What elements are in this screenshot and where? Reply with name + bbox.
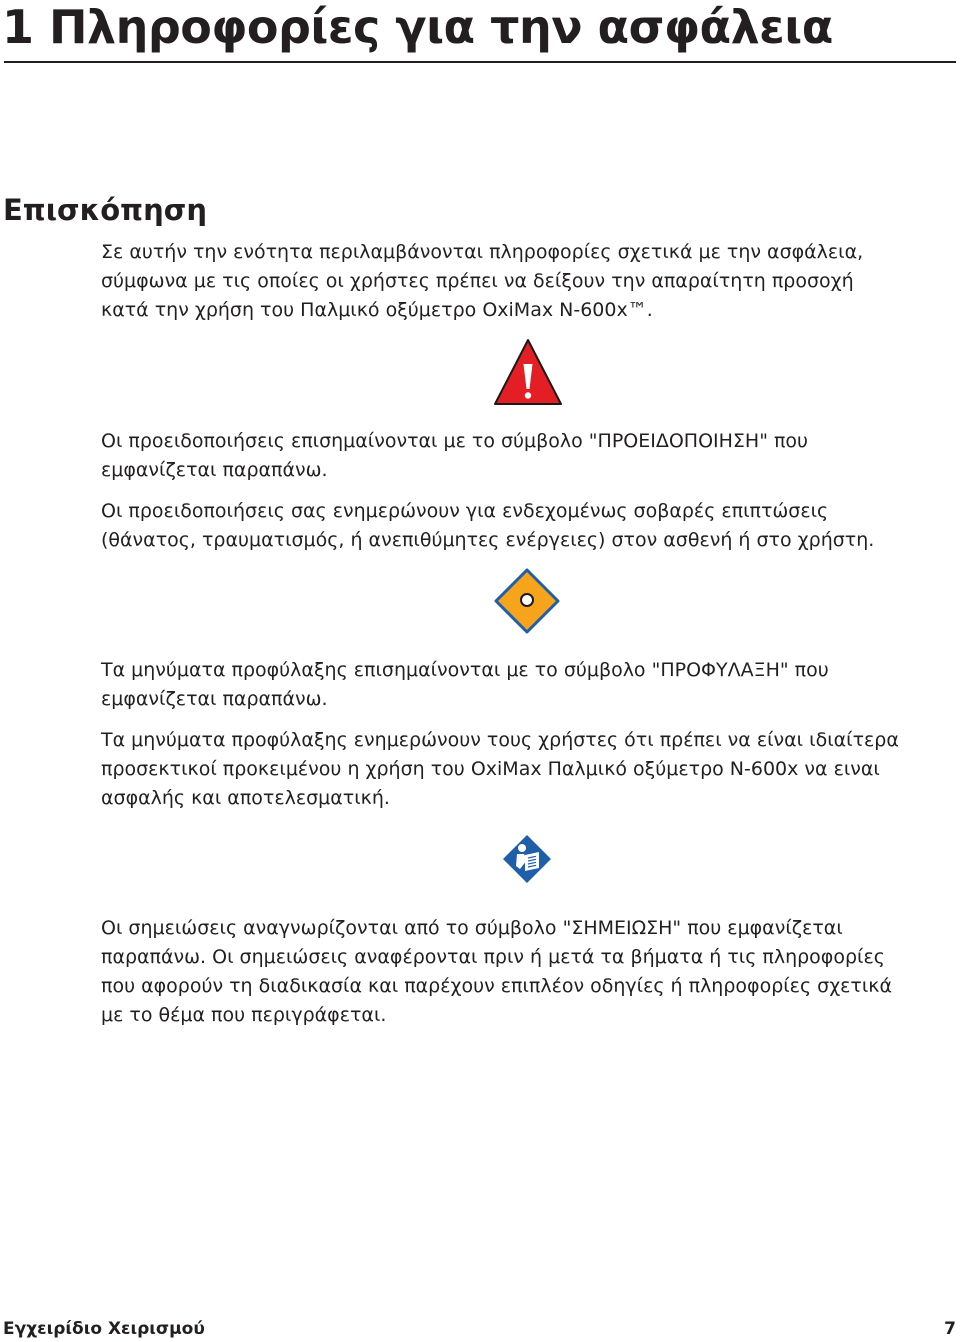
intro-line: κατά την χρήση του Παλμικό οξύμετρο OxiMax N-600x™. — [101, 299, 653, 321]
caution-diamond-icon — [494, 568, 560, 634]
intro-paragraph — [101, 238, 946, 325]
caution-definition-line: εμφανίζεται παραπάνω. — [101, 688, 328, 710]
caution-description-line: Τα μηνύματα προφύλαξης ενημερώνουν τους χρήστες ότι πρέπει να είναι ιδιαίτερα — [101, 729, 899, 751]
warning-description — [101, 497, 946, 555]
note-line: που αφορούν τη διαδικασία και παρέχουν επιπλέον οδηγίες ή πληροφορίες σχετικά — [101, 975, 893, 997]
warning-definition — [101, 427, 946, 485]
caution-definition-line: Τα μηνύματα προφύλαξης επισημαίνονται με το σύμβολο "ΠΡΟΦΥΛΑΞΗ" που — [101, 659, 829, 681]
chapter-divider — [4, 61, 956, 63]
caution-description-line: προσεκτικοί προκειμένου η χρήση του OxiMax Παλμικό οξύμετρο N-600x να ειναι — [101, 758, 880, 780]
warning-definition-line: Οι προειδοποιήσεις επισημαίνονται με το σύμβολο "ΠΡΟΕΙΔΟΠΟΙΗΣΗ" που — [101, 430, 809, 452]
caution-description — [101, 726, 946, 813]
warning-description-line: (θάνατος, τραυματισμός, ή ανεπιθύμητες ενέργειες) στον ασθενή ή στο χρήστη. — [101, 529, 875, 551]
note-line: Οι σημειώσεις αναγνωρίζονται από το σύμβολο "ΣΗΜΕΙΩΣΗ" που εμφανίζεται — [101, 917, 843, 939]
footer-page-number: 7 — [944, 1319, 956, 1339]
chapter-title: 1 Πληροφορίες για την ασφάλεια — [2, 0, 833, 54]
intro-line: Σε αυτήν την ενότητα περιλαμβάνονται πληροφορίες σχετικά με την ασφάλεια, — [101, 241, 864, 263]
warning-description-line: Οι προειδοποιήσεις σας ενημερώνουν για ενδεχομένως σοβαρές επιπτώσεις — [101, 500, 829, 522]
intro-line: σύμφωνα με τις οποίες οι χρήστες πρέπει να δείξουν την απαραίτητη προσοχή — [101, 270, 854, 292]
warning-definition-line: εμφανίζεται παραπάνω. — [101, 459, 328, 481]
note-line: με το θέμα που περιγράφεται. — [101, 1004, 387, 1026]
note-book-diamond-icon — [498, 830, 556, 888]
warning-triangle-icon — [492, 337, 564, 407]
caution-definition — [101, 656, 946, 714]
caution-description-line: ασφαλής και αποτελεσματική. — [101, 787, 390, 809]
section-heading: Επισκόπηση — [3, 193, 207, 227]
note-paragraph — [101, 914, 946, 1030]
footer-manual-title: Εγχειρίδιο Χειρισμού — [3, 1319, 205, 1339]
note-line: παραπάνω. Οι σημειώσεις αναφέρονται πριν ή μετά τα βήματα ή τις πληροφορίες — [101, 946, 885, 968]
